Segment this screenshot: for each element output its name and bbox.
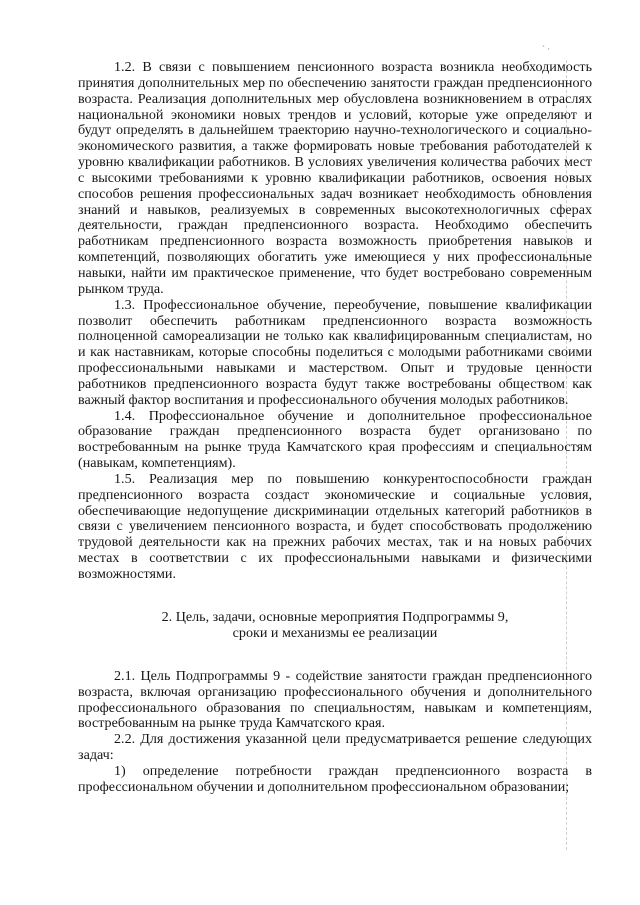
paragraph-1-3: 1.3. Профессиональное обучение, переобучение, повышение квалификации позволит обеспечить работникам предпенсионного возраста возможность полноценной самореализации не только как квалифицированным специалистам, но и как наставникам, которые способны поделиться с молодыми работниками своими профессиональными навыками и мастерством. Опыт и трудовые ценности работников предпенсионного возраста будут также востребованы обществом как важный фактор воспитания и профессионального обучения молодых работников. (78, 296, 592, 408)
paragraph-1-5: 1.5. Реализация мер по повышению конкурентоспособности граждан предпенсионного возраста создаст экономические и социальные условия, обеспечивающие недопущение дискриминации отдельных категорий работников в связи с увеличением пенсионного возраста, и будет способствовать продолжению трудовой деятельности как на прежних рабочих местах, так и на новых рабочих местах в соответствии с их профессиональными навыками и физическими возможностями. (78, 470, 592, 582)
scan-marks: ` · (542, 44, 551, 54)
paragraph-1-4: 1.4. Профессиональное обучение и дополнительное профессиональное образование граждан предпенсионного возраста будет организовано по востребованным на рынке труда Камчатского края профессиям и специальностям (навыкам, компетенциям). (78, 407, 592, 472)
paragraph-1-2: 1.2. В связи с повышением пенсионного возраста возникла необходимость принятия дополнительных мер по обеспечению занятости граждан предпенсионного возраста. Реализация дополнительных мер обусловлена возникновением в отраслях национальной экономики новых трендов и условий, которые уже определяют и будут определять в дальнейшем траекторию научно-технологического и социально-экономического развития, а также формировать новые требования работодателей к уровню квалификации работников. В условиях увеличения количества рабочих мест с высокими требованиями к уровню квалификации работников, освоения новых способов решения профессиональных задач возникает необходимость обновления знаний и навыков, реализуемых в современных высокотехнологичных сферах деятельности, граждан предпенсионного возраста. Необходимо обеспечить работникам предпенсионного возраста возможность приобретения навыков и компетенций, позволяющих обогатить уже имеющиеся у них профессиональные навыки, найти им практическое применение, что будет востребовано современным рынком труда. (78, 59, 592, 297)
paragraph-task-1: 1) определение потребности граждан предпенсионного возраста в профессиональном обучении и дополнительном профессиональном образовании; (78, 762, 592, 795)
section-heading (78, 609, 592, 641)
section-heading-line-2: сроки и механизмы ее реализации (232, 624, 438, 641)
section-heading-line-1: 2. Цель, задачи, основные мероприятия Подпрограммы 9, (161, 608, 509, 625)
document-page (78, 60, 592, 796)
paragraph-2-1: 2.1. Цель Подпрограммы 9 - содействие занятости граждан предпенсионного возраста, включая организацию профессионального обучения и дополнительного профессионального образования по специальностям, навыкам и компетенциям, востребованным на рынке труда Камчатского края. (78, 667, 592, 732)
paragraph-2-2: 2.2. Для достижения указанной цели предусматривается решение следующих задач: (78, 731, 592, 764)
